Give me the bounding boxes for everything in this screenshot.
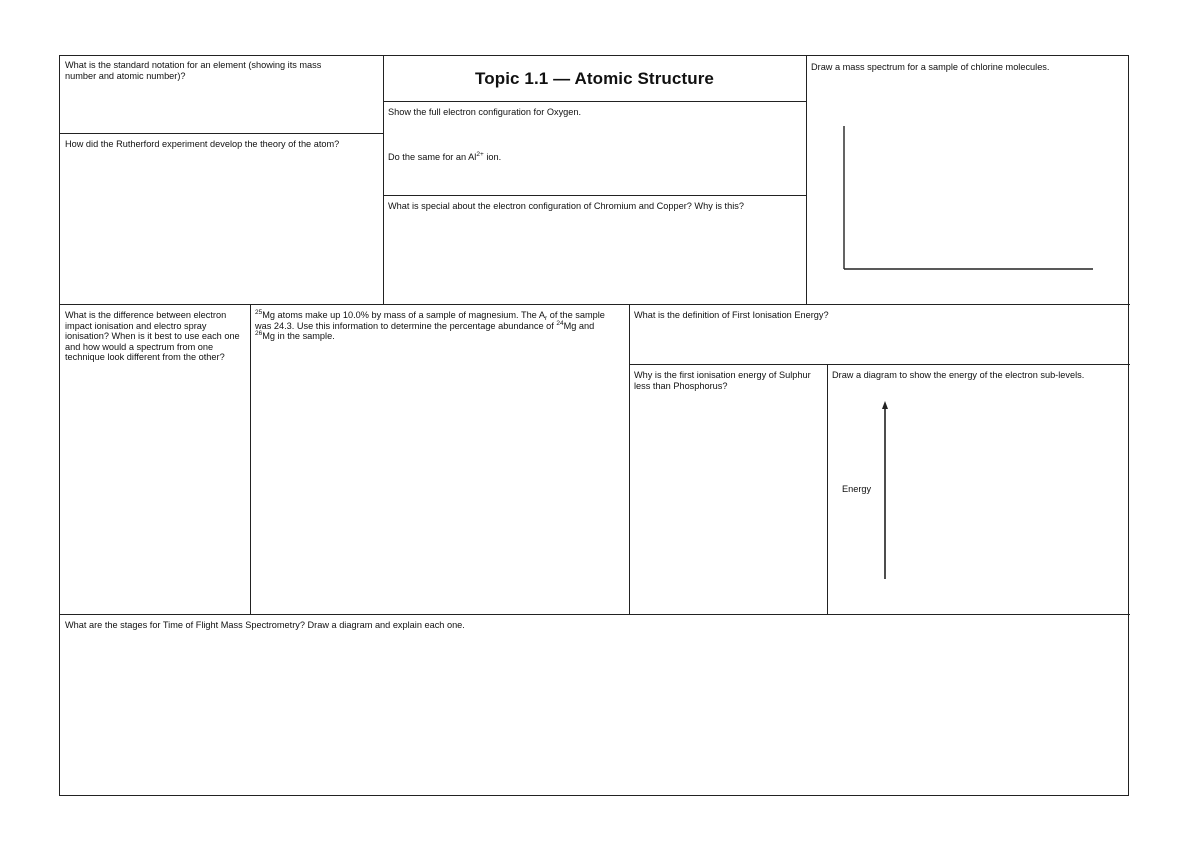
chromium-copper-question: What is special about the electron configuration of Chromium and Copper? Why is this? (388, 201, 744, 211)
time-of-flight-question: What are the stages for Time of Flight Mass Spectrometry? Draw a diagram and explain each one. (65, 620, 465, 630)
al-ion-charge: 2+ (476, 151, 484, 158)
al-ion-prefix: Do the same for an Al (388, 152, 477, 162)
page-title: Topic 1.1 — Atomic Structure (475, 68, 714, 88)
mass-spectrum-question: Draw a mass spectrum for a sample of chlorine molecules. (811, 62, 1050, 72)
mg-24-mass: 24 (556, 319, 564, 327)
first-ionisation-definition-question: What is the definition of First Ionisation Energy? (634, 310, 829, 320)
mass-spectrum-axes (60, 56, 1130, 797)
oxygen-config-question: Show the full electron configuration for Oxygen. (388, 107, 582, 117)
mg-text-2: of the sample was 24.3. Use this information to determine the percentage abundance of (255, 310, 605, 331)
mg-text-1: Mg atoms make up 10.0% by mass of a sample of magnesium. The A (262, 310, 545, 320)
mg-text-3: Mg and (563, 320, 595, 331)
sulphur-phosphorus-question: Why is the first ionisation energy of Sulphur less than Phosphorus? (634, 370, 811, 391)
al-ion-suffix: ion. (483, 152, 502, 162)
sublevels-diagram-question: Draw a diagram to show the energy of the electron sub-levels. (832, 370, 1085, 380)
mg-25-mass: 25 (255, 309, 263, 316)
ionisation-methods-question: What is the difference between electron impact ionisation and electro spray ionisation? When is it best to use each one and how would a spectrum from one technique look different from the other? (65, 310, 240, 363)
standard-notation-question: What is the standard notation for an element (showing its mass number and atomic number)? (65, 60, 322, 81)
mg-text-4: Mg in the sample. (262, 331, 335, 342)
magnesium-abundance-question (250, 306, 620, 346)
mg-ar-subscript: r (544, 315, 548, 322)
energy-axis-label: Energy (842, 484, 872, 494)
worksheet (59, 55, 1129, 796)
rutherford-question: How did the Rutherford experiment develop the theory of the atom? (65, 139, 340, 149)
energy-arrow-head (882, 401, 888, 409)
mg-26-mass: 26 (255, 330, 263, 338)
